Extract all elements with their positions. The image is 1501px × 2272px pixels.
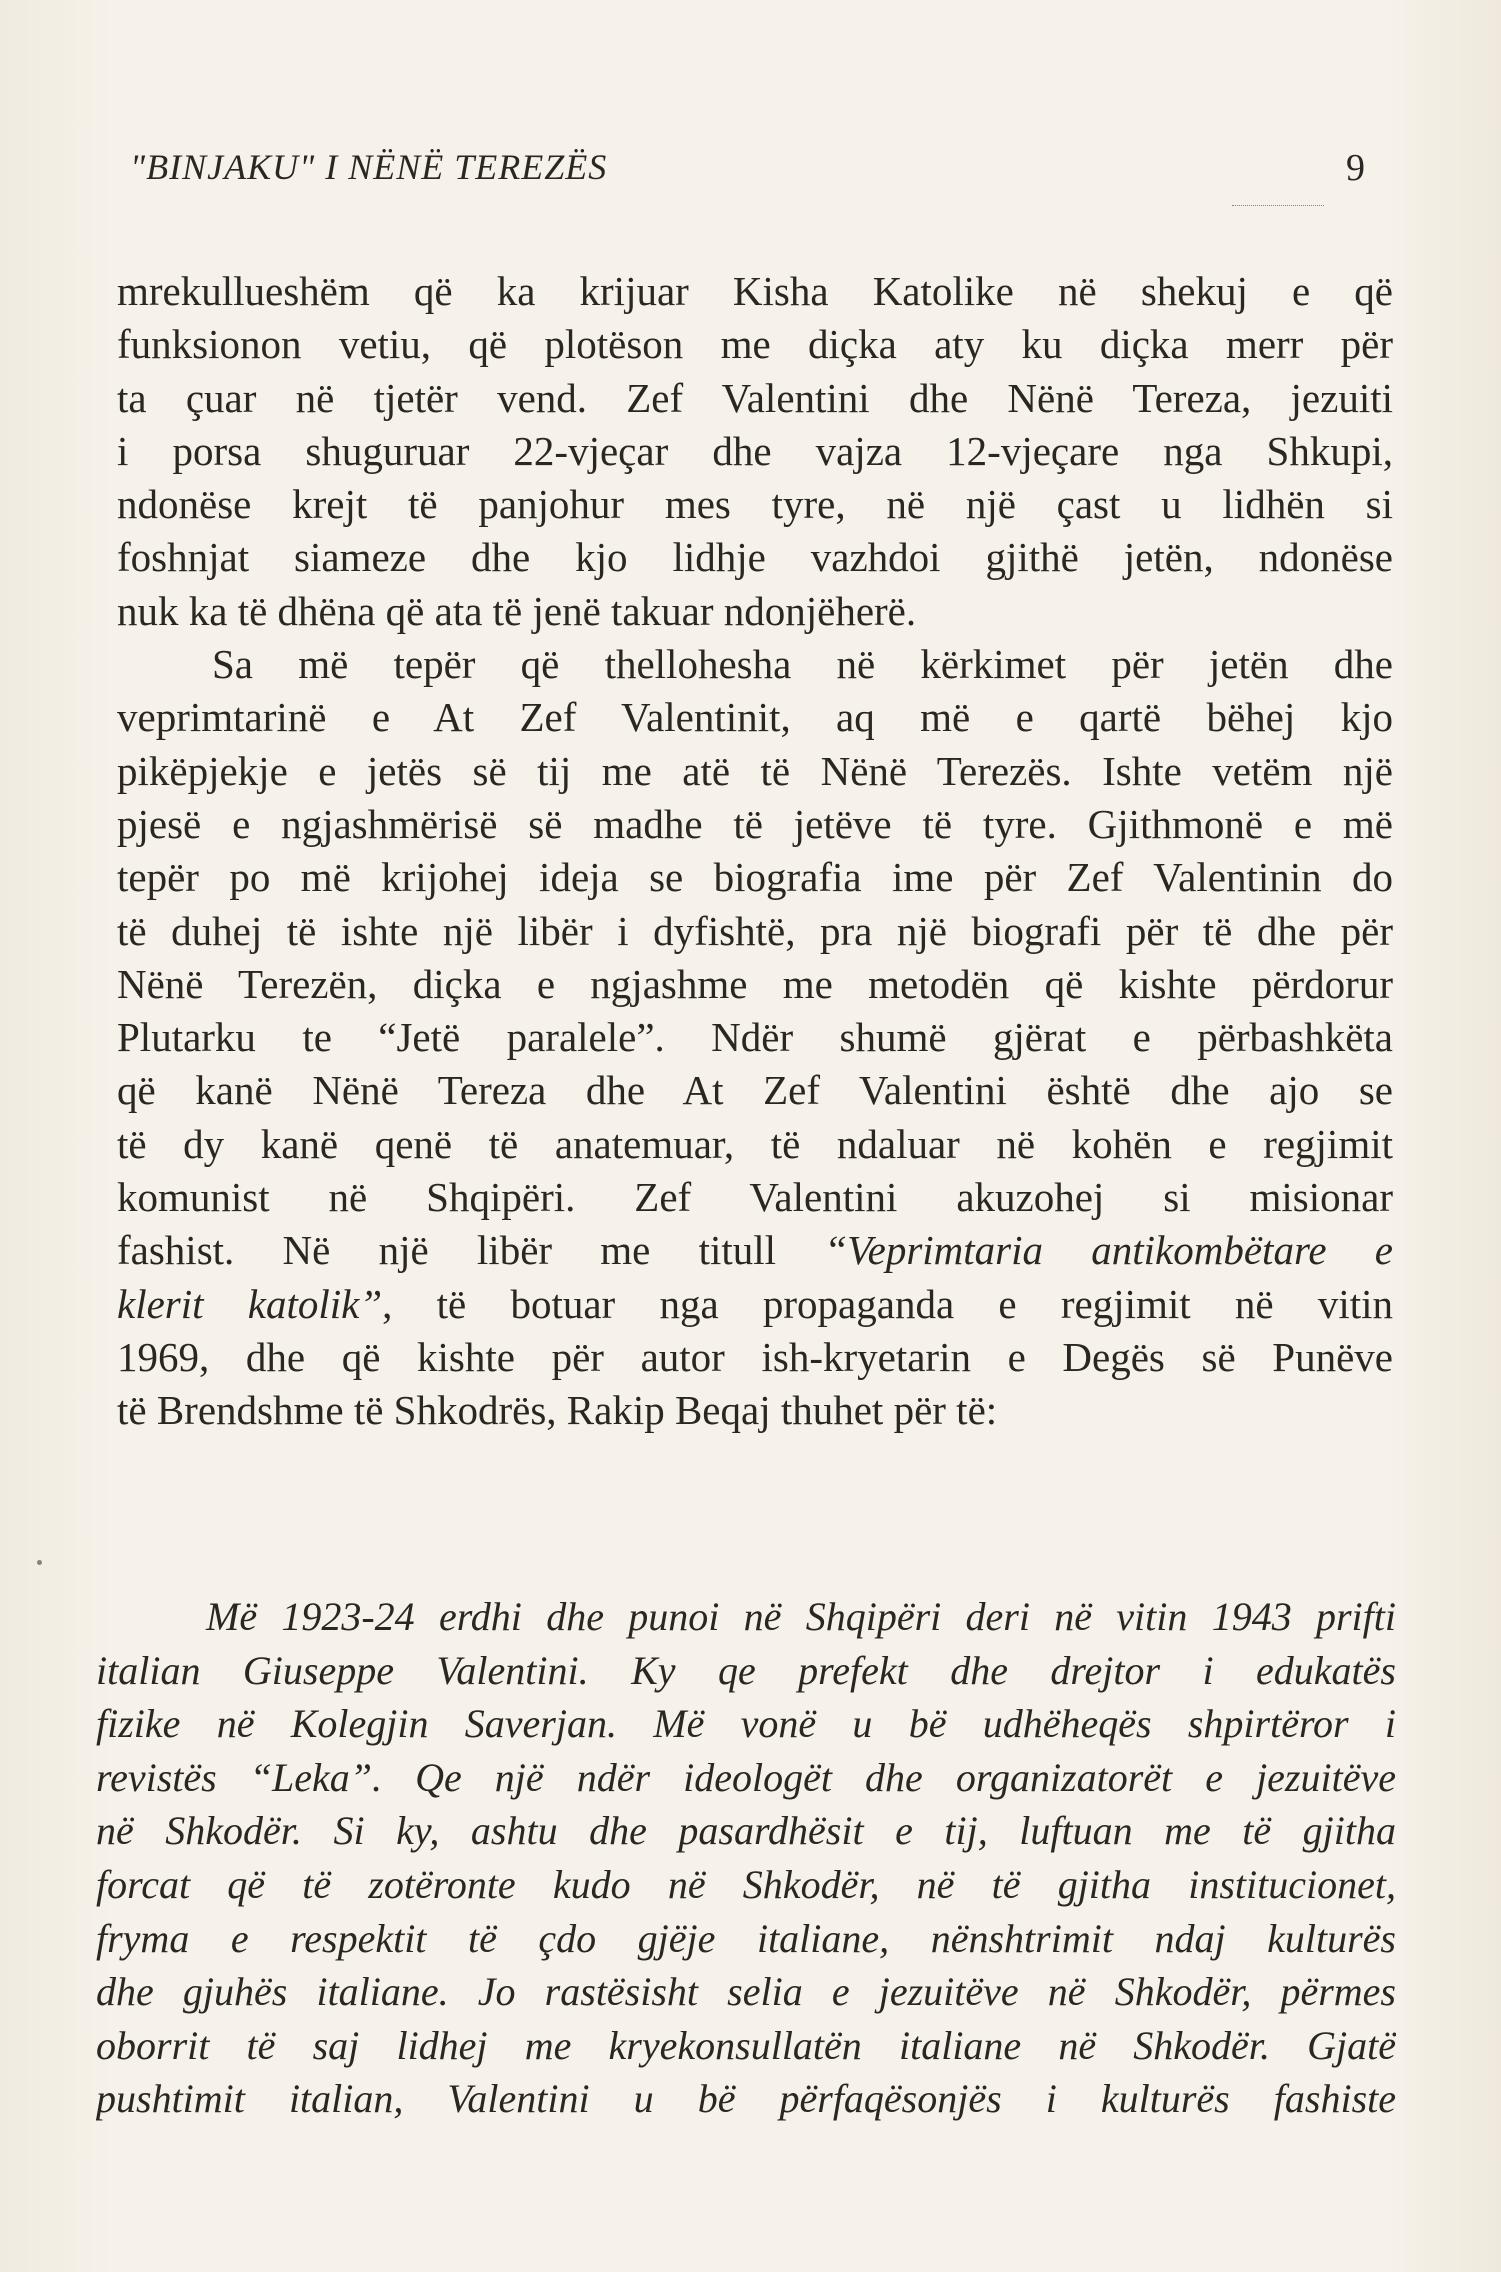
book-title-italic: “Veprimtaria antikombëtare e [824,1227,1393,1274]
quote-line: Më 1923-24 erdhi dhe punoi në Shqipëri deri në vitin 1943 prifti [206,1594,1396,1639]
text-line: pjesë e ngjashmërisë së madhe të jetëve të tyre. Gjithmonë e më [117,800,1393,847]
page-number: 9 [1346,147,1365,189]
text-line: veprimtarinë e At Zef Valentinit, aq më e qartë bëhej kjo [117,694,1393,741]
running-title: "BINJAKU" I NËNË TEREZËS [130,147,608,187]
quote-line: forcat që të zotëronte kudo në Shkodër, në të gjitha institucionet, [96,1861,1396,1907]
text-line: të duhej të ishte një libër i dyfishtë, pra një biografi për të dhe për [117,907,1393,954]
text-line: të Brendshme të Shkodrës, Rakip Beqaj thuhet për të: [117,1387,998,1434]
text-line: komunist në Shqipëri. Zef Valentini akuzohej si misionar [117,1174,1393,1221]
header-rule [1232,205,1324,206]
text-line: funksionon vetiu, që plotëson me diçka aty ku diçka merr për [117,321,1393,368]
book-title-italic: klerit katolik” [117,1280,383,1327]
quote-line: oborrit të saj lidhej me kryekonsullatën italiane në Shkodër. Gjatë [96,2022,1396,2068]
quote-line: pushtimit italian, Valentini u bë përfaqësonjës i kulturës fashiste [96,2076,1396,2122]
text-line: ta çuar në tjetër vend. Zef Valentini dhe Nënë Tereza, jezuiti [117,374,1393,421]
quote-line: italian Giuseppe Valentini. Ky qe prefekt dhe drejtor i edukatës [96,1647,1396,1693]
text-line: pikëpjekje e jetës së tij me atë të Nënë Terezës. Ishte vetëm një [117,747,1393,794]
text-line-with-title [117,1278,1393,1331]
quote-line: në Shkodër. Si ky, ashtu dhe pasardhësit e tij, luftuan me të gjitha [96,1808,1396,1854]
text-line: 1969, dhe që kishte për autor ish-kryetarin e Degës së Punëve [117,1333,1393,1380]
text-segment: fashist. Në një libër me titull [117,1227,777,1274]
text-line-with-title [117,1224,1393,1277]
text-line: Sa më tepër që thellohesha në kërkimet për jetën dhe [212,641,1393,688]
quote-line: fryma e respektit të çdo gjëje italiane, nënshtrimit ndaj kulturës [96,1915,1396,1961]
paper-speck [37,1560,42,1565]
quote-line: revistës “Leka”. Qe një ndër ideologët dhe organizatorët e jezuitëve [96,1754,1396,1800]
text-line: nuk ka të dhëna që ata të jenë takuar ndonjëherë. [117,587,917,634]
text-line: tepër po më krijohej ideja se biografia ime për Zef Valentinin do [117,854,1393,901]
text-line: foshnjat siameze dhe kjo lidhje vazhdoi gjithë jetën, ndonëse [117,534,1393,581]
text-line: Nënë Terezën, diçka e ngjashme me metodën që kishte përdorur [117,960,1393,1007]
block-quote [96,1590,1396,2126]
text-line: ndonëse krejt të panjohur mes tyre, në një çast u lidhën si [117,481,1393,528]
text-line: Plutarku te “Jetë paralele”. Ndër shumë gjërat e përbashkëta [117,1014,1393,1061]
text-line: që kanë Nënë Tereza dhe At Zef Valentini është dhe ajo se [117,1067,1393,1114]
text-line: mrekullueshëm që ka krijuar Kisha Katolike në shekuj e që [117,268,1393,314]
quote-line: fizike në Kolegjin Saverjan. Më vonë u bë udhëheqës shpirtëror i [96,1701,1396,1747]
text-line: të dy kanë qenë të anatemuar, të ndaluar në kohën e regjimit [117,1120,1393,1167]
text-line: i porsa shuguruar 22-vjeçar dhe vajza 12-vjeçare nga Shkupi, [117,427,1393,474]
body-paragraphs [117,265,1393,1438]
text-segment: , të botuar nga propaganda e regjimit në vitin [382,1280,1393,1327]
quote-line: dhe gjuhës italiane. Jo rastësisht selia e jezuitëve në Shkodër, përmes [96,1969,1396,2015]
